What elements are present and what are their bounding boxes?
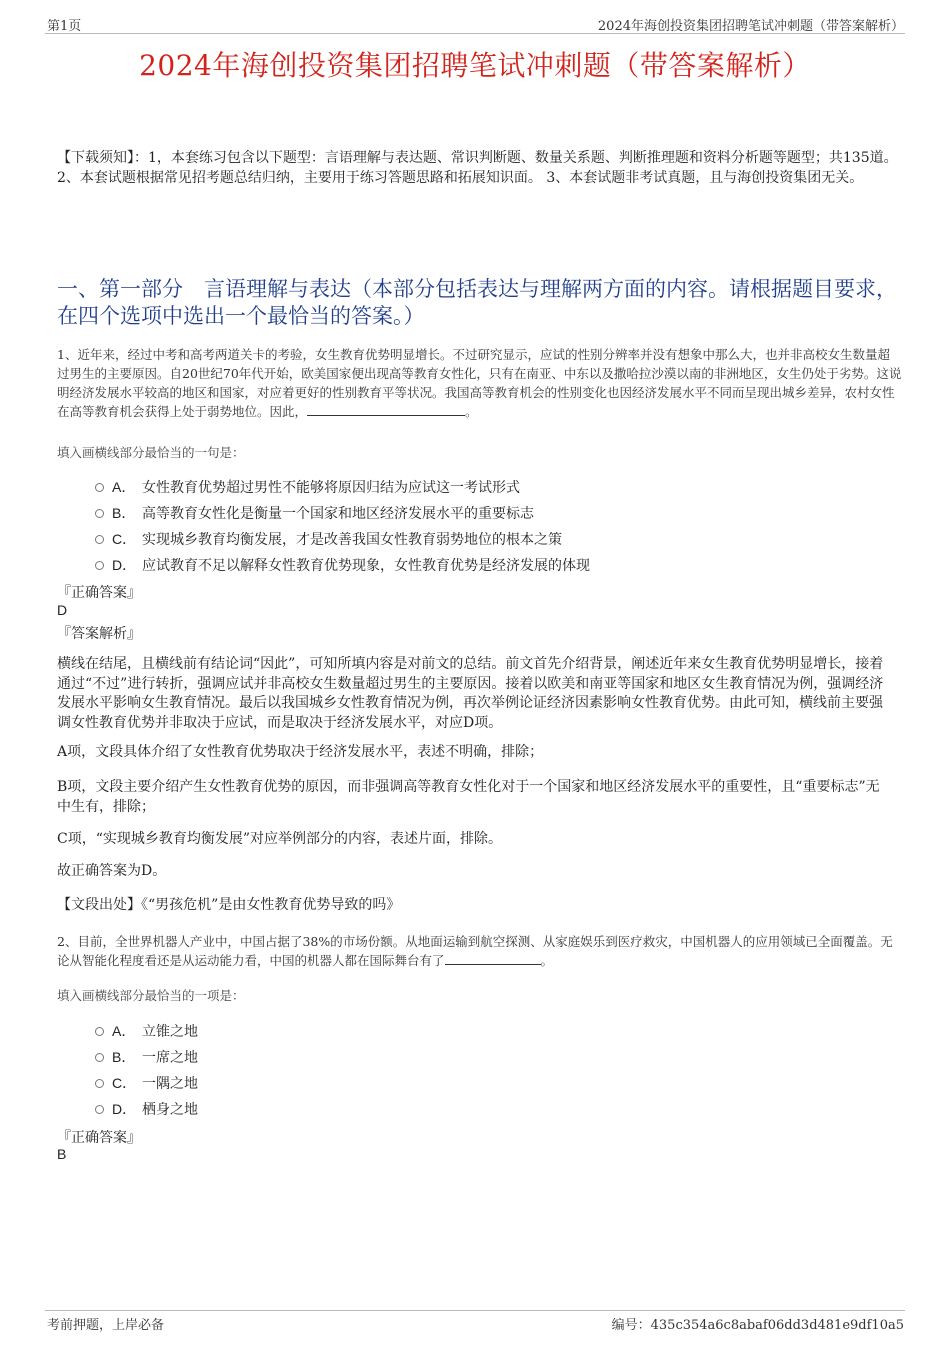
analysis-option-c: C项，“实现城乡教育均衡发展”对应举例部分的内容，表述片面，排除。: [57, 831, 503, 847]
analysis-option-a: A项，文段具体介绍了女性教育优势取决于经济发展水平，表述不明确，排除；: [57, 744, 544, 760]
footer-slogan: 考前押题，上岸必备: [47, 1318, 165, 1333]
download-notice: 【下载须知】：1，本套练习包含以下题型：言语理解与表达题、常识判断题、数量关系题、判断推理题和资料分析题等题型；共135道。 2、本套试题根据常见招考题总结归纳，主要用于练习答题思路和拓展知识面。 3、本套试题非考试真题，且与海创投资集团无关。: [57, 150, 898, 186]
radio-icon[interactable]: [95, 1105, 104, 1114]
question-2-answer: B: [57, 1146, 67, 1162]
question-1-blank: [307, 403, 465, 416]
question-1-prompt: 填入画横线部分最恰当的一句是：: [57, 445, 245, 460]
radio-icon[interactable]: [95, 535, 104, 544]
footer-doc-id: 编号：435c354a6c8abaf06dd3d481e9df10a5: [611, 1318, 904, 1333]
analysis-option-b: B项，文段主要介绍产生女性教育优势的原因，而非强调高等教育女性化对于一个国家和地区经济发展水平的重要性，且“重要标志”无中生有，排除；: [57, 779, 880, 815]
question-1-text: [57, 345, 902, 421]
header-doc-title: 2024年海创投资集团招聘笔试冲刺题（带答案解析）: [597, 19, 904, 34]
question-1-option-c[interactable]: C． 实现城乡教育均衡发展，才是改善我国女性教育弱势地位的根本之策: [95, 529, 562, 549]
radio-icon[interactable]: [95, 509, 104, 518]
radio-icon[interactable]: [95, 483, 104, 492]
page-number: 第1页: [47, 19, 82, 34]
section-heading: 一、第一部分 言语理解与表达（本部分包括表达与理解两方面的内容。请根据题目要求，在四个选项中选出一个最恰当的答案。）: [57, 277, 897, 328]
question-1-stem-end: 。: [465, 404, 478, 419]
question-2-answer-label: 『正确答案』: [57, 1130, 141, 1146]
question-1-option-b[interactable]: B． 高等教育女性化是衡量一个国家和地区经济发展水平的重要标志: [95, 503, 534, 523]
question-2-text: [57, 932, 902, 970]
analysis-source: 【文段出处】《“男孩危机”是由女性教育优势导致的吗》: [57, 897, 401, 913]
radio-icon[interactable]: [95, 1079, 104, 1088]
analysis-conclusion: 故正确答案为D。: [57, 863, 167, 879]
question-1-answer: D: [57, 602, 68, 618]
analysis-paragraph: 横线在结尾，且横线前有结论词“因此”，可知所填内容是对前文的总结。前文首先介绍背景，阐述近年来女生教育优势明显增长，接着通过“不过”进行转折，强调应试并非高校女生数量超过男生的主要原因。接着以欧美和南亚等国家和地区女生教育情况为例，强调经济发展水平影响女生教育情况。最后以我国城乡女性教育情况为例，再次举例论证经济因素影响女性教育优势。由此可知，横线前主要强调女性教育优势并非取决于应试，而是取决于经济发展水平，对应D项。: [57, 656, 884, 731]
question-2-stem-end: 。: [540, 953, 554, 968]
footer-divider: [45, 1310, 905, 1311]
question-1-option-a[interactable]: A． 女性教育优势超过男性不能够将原因归结为应试这一考试形式: [95, 477, 520, 497]
question-2-blank: [445, 952, 541, 965]
question-1-analysis-label: 『答案解析』: [57, 626, 141, 642]
question-2-option-c[interactable]: C． 一隅之地: [95, 1073, 198, 1093]
question-1-answer-label: 『正确答案』: [57, 585, 141, 601]
radio-icon[interactable]: [95, 1053, 104, 1062]
header-divider: [45, 33, 905, 34]
page-title: 2024年海创投资集团招聘笔试冲刺题（带答案解析）: [139, 49, 811, 82]
question-2-option-a[interactable]: A． 立锥之地: [95, 1021, 198, 1041]
question-2-option-b[interactable]: B． 一席之地: [95, 1047, 198, 1067]
question-2-stem: 2、目前，全世界机器人产业中，中国占据了38%的市场份额。从地面运输到航空探测、从家庭娱乐到医疗救灾，中国机器人的应用领域已全面覆盖。无论从智能化程度看还是从运动能力看，中国的机器人都在国际舞台有了: [57, 934, 893, 968]
question-2-prompt: 填入画横线部分最恰当的一项是：: [57, 988, 245, 1003]
question-1-option-d[interactable]: D． 应试教育不足以解释女性教育优势现象，女性教育优势是经济发展的体现: [95, 555, 590, 575]
question-2-option-d[interactable]: D． 栖身之地: [95, 1099, 198, 1119]
radio-icon[interactable]: [95, 561, 104, 570]
radio-icon[interactable]: [95, 1027, 104, 1036]
question-1-stem: 1、近年来，经过中考和高考两道关卡的考验，女生教育优势明显增长。不过研究显示，应试的性别分辨率并没有想象中那么大，也并非高校女生数量超过男生的主要原因。自20世纪70年代开始，欧美国家便出现高等教育女性化，只有在南亚、中东以及撒哈拉沙漠以南的非洲地区，女生仍处于劣势。这说明经济发展水平较高的地区和国家，对应着更好的性别教育平等状况。我国高等教育机会的性别变化也因经济发展水平不同而呈现出城乡差异，农村女性在高等教育机会获得上处于弱势地位。因此，: [57, 347, 902, 419]
